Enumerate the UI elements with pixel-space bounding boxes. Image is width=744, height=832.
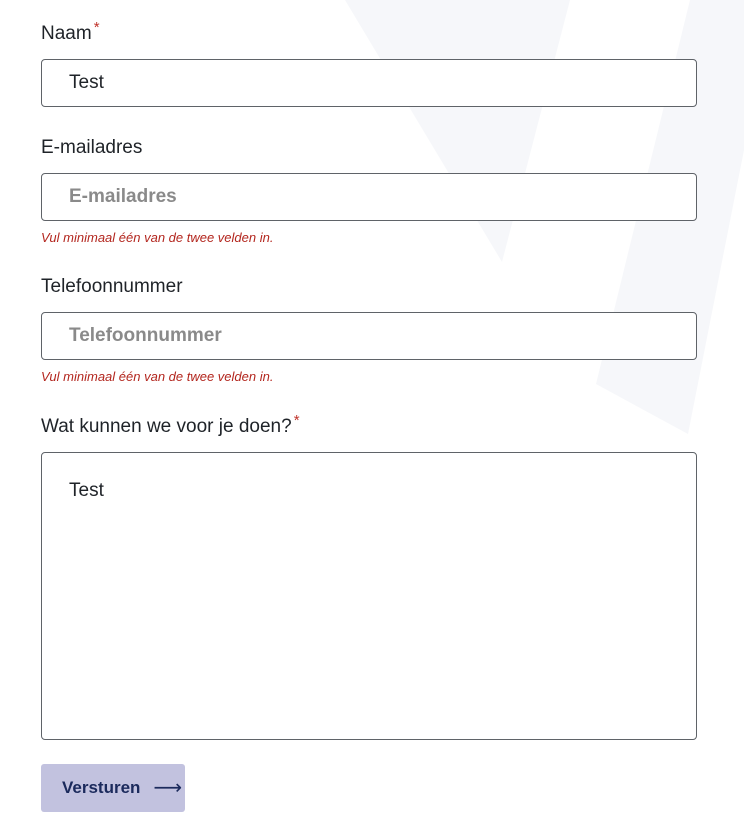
email-error-message: Vul minimaal één van de twee velden in. xyxy=(41,230,274,245)
message-label-text: Wat kunnen we voor je doen? xyxy=(41,416,292,437)
phone-label: Telefoonnummer xyxy=(41,276,183,297)
message-textarea[interactable] xyxy=(41,452,697,740)
required-asterisk: * xyxy=(93,19,100,36)
name-input[interactable] xyxy=(41,59,697,107)
submit-button[interactable] xyxy=(41,764,185,812)
phone-error-message: Vul minimaal één van de twee velden in. xyxy=(41,369,274,384)
message-label xyxy=(41,412,300,439)
name-label-text: Naam xyxy=(41,23,92,44)
email-input[interactable] xyxy=(41,173,697,221)
email-label: E-mailadres xyxy=(41,137,143,158)
submit-button-label: Versturen xyxy=(62,778,141,797)
name-label xyxy=(41,19,100,46)
required-asterisk: * xyxy=(293,412,300,429)
phone-input[interactable] xyxy=(41,312,697,360)
arrow-right-icon: ⟶ xyxy=(153,777,183,799)
